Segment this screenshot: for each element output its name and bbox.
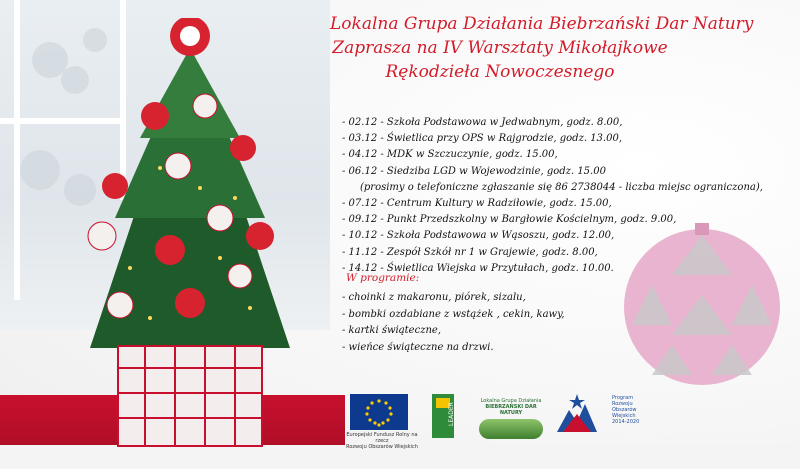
schedule-row: - 07.12 - Centrum Kultury w Radziłowie, godz. 15.00, (342, 198, 612, 210)
prow-logo-line: Wiejskich (612, 413, 636, 419)
schedule-row: - 14.12 - Świetlica Wiejska w Przytułach, godz. 10.00. (342, 262, 614, 274)
header-subtitle: Rękodzieła Nowoczesnego (385, 62, 615, 82)
schedule-row: - 02.12 - Szkoła Podstawowa w Jedwabnym, godz. 8.00, (342, 117, 623, 128)
program-title: W programie: (346, 272, 420, 284)
eu-caption-line: Europejski Fundusz Rolny na rzecz (346, 432, 418, 444)
prow-logo-line: Rozwoju (612, 401, 633, 407)
program-item: - bombki ozdabiane z wstążek , cekin, kawy, (342, 308, 565, 320)
leader-logo-icon (430, 392, 456, 440)
program-item: - kartki świąteczne, (342, 325, 442, 336)
poland-logo-icon (553, 392, 601, 440)
lgd-landscape-icon (479, 419, 543, 439)
schedule-row: - 09.12 - Punkt Przedszkolny w Bargłowie Kościelnym, godz. 9.00, (342, 214, 677, 226)
schedule-row: - 04.12 - MDK w Szczuczynie, godz. 15.00, (342, 149, 558, 161)
poland-logo (553, 392, 601, 440)
schedule-row: - 10.12 - Szkoła Podstawowa w Wąsoszu, godz. 12.00, (342, 230, 615, 242)
header-invitation: Zaprasza na IV Warsztaty Mikołajkowe (332, 38, 668, 58)
eu-flag-logo (350, 394, 408, 430)
schedule-row: - 03.12 - Świetlica przy OPS w Rajgrodzie, godz. 13.00, (342, 133, 622, 145)
lgd-biebrzanski-logo (477, 398, 545, 438)
program-item: - choinki z makaronu, piórek, sizalu, (342, 292, 526, 303)
program-list (342, 290, 602, 356)
svg-text:LEADER: LEADER (448, 402, 455, 426)
event-header (330, 12, 754, 84)
eu-caption (341, 432, 423, 450)
prow-logo-line: Program (612, 395, 634, 401)
leader-logo (430, 392, 456, 440)
eu-stars-icon (350, 394, 408, 430)
workshop-schedule (342, 115, 772, 277)
lgd-logo-line: Lokalna Grupa Działania (480, 398, 542, 404)
eu-caption-line: Rozwoju Obszarów Wiejskich (346, 444, 418, 450)
prow-logo-line: Obszarów (612, 407, 637, 413)
program-item: - wieńce świąteczne na drzwi. (342, 341, 494, 353)
header-organizer: Lokalna Grupa Działania Biebrzański Dar Natury (330, 14, 754, 34)
prow-logo-line: 2014-2020 (612, 419, 640, 425)
prow-logo (612, 395, 650, 437)
christmas-tree-illustration (60, 18, 320, 458)
schedule-row: - 11.12 - Zespół Szkół nr 1 w Grajewie, godz. 8.00, (342, 246, 598, 258)
schedule-note: (prosimy o telefoniczne zgłaszanie się 86 2738044 - liczba miejsc ograniczona), (360, 181, 763, 193)
schedule-row: - 06.12 - Siedziba LGD w Wojewodzinie, godz. 15.00 (342, 165, 606, 177)
lgd-logo-line: BIEBRZAŃSKI DAR NATURY (485, 404, 537, 416)
